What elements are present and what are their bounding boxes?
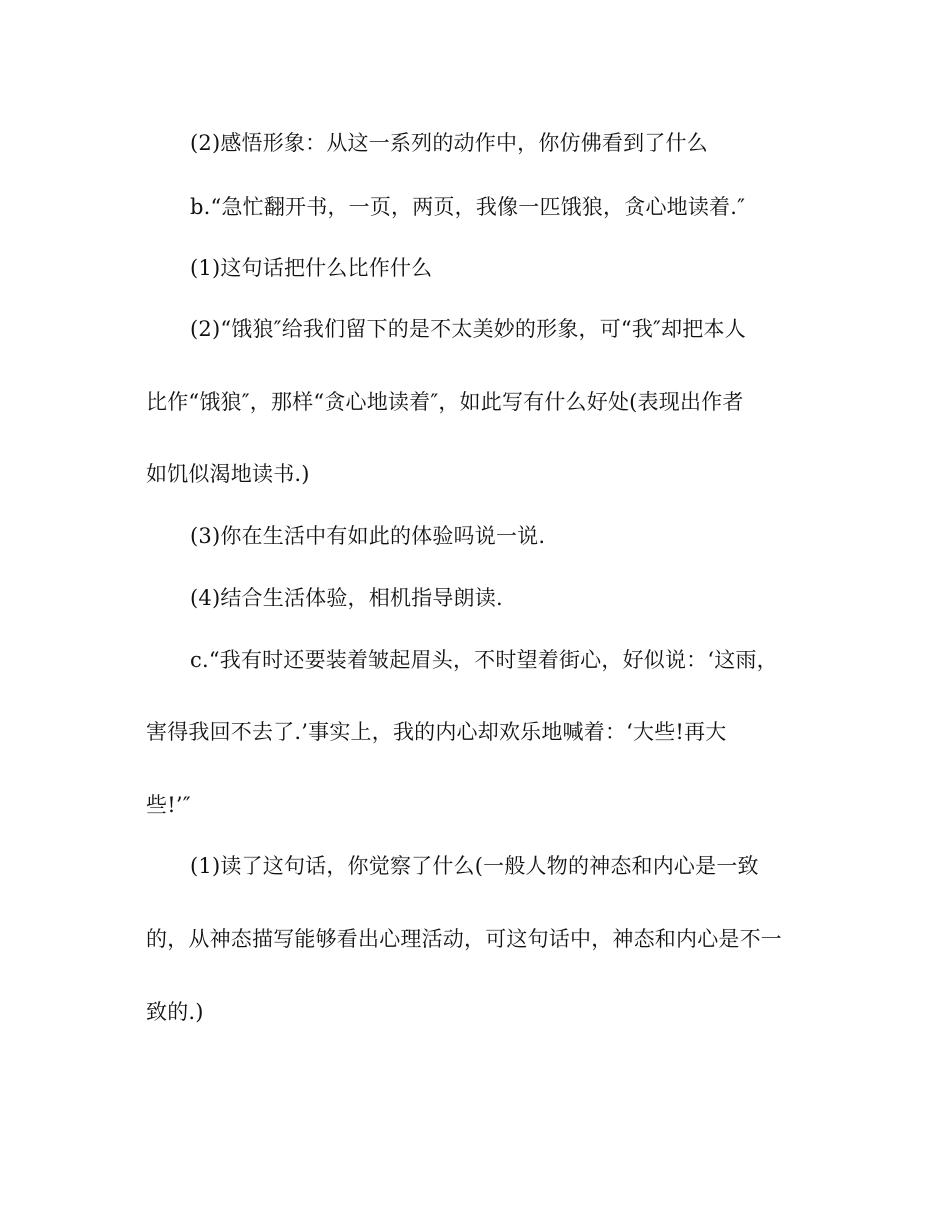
paragraph-line: 致的.) xyxy=(146,1000,204,1024)
paragraph-line: 些!’″ xyxy=(146,793,191,817)
paragraph-line: (2)“饿狼″给我们留下的是不太美妙的形象，可“我″却把本人 xyxy=(190,317,746,341)
paragraph-line: (3)你在生活中有如此的体验吗说一说. xyxy=(190,524,546,548)
paragraph-line: 害得我回不去了.’事实上，我的内心却欢乐地喊着：‘大些!再大 xyxy=(146,720,727,744)
paragraph-line: (2)感悟形象：从这一系列的动作中，你仿佛看到了什么 xyxy=(190,131,708,155)
paragraph-line: 比作“饿狼″，那样“贪心地读着″，如此写有什么好处(表现出作者 xyxy=(146,390,744,414)
paragraph-line: (1)这句话把什么比作什么 xyxy=(190,256,433,280)
paragraph-line: (1)读了这句话，你觉察了什么(一般人物的神态和内心是一致 xyxy=(190,854,759,878)
paragraph-line: c.“我有时还要装着皱起眉头，不时望着街心，好似说：‘这雨， xyxy=(190,648,778,672)
paragraph-line: (4)结合生活体验，相机指导朗读. xyxy=(190,586,503,610)
paragraph-line: 的，从神态描写能够看出心理活动，可这句话中，神态和内心是不一 xyxy=(146,927,782,951)
paragraph-line: b.“急忙翻开书，一页，两页，我像一匹饿狼，贪心地读着.″ xyxy=(190,195,746,219)
paragraph-line: 如饥似渴地读书.) xyxy=(146,462,310,486)
